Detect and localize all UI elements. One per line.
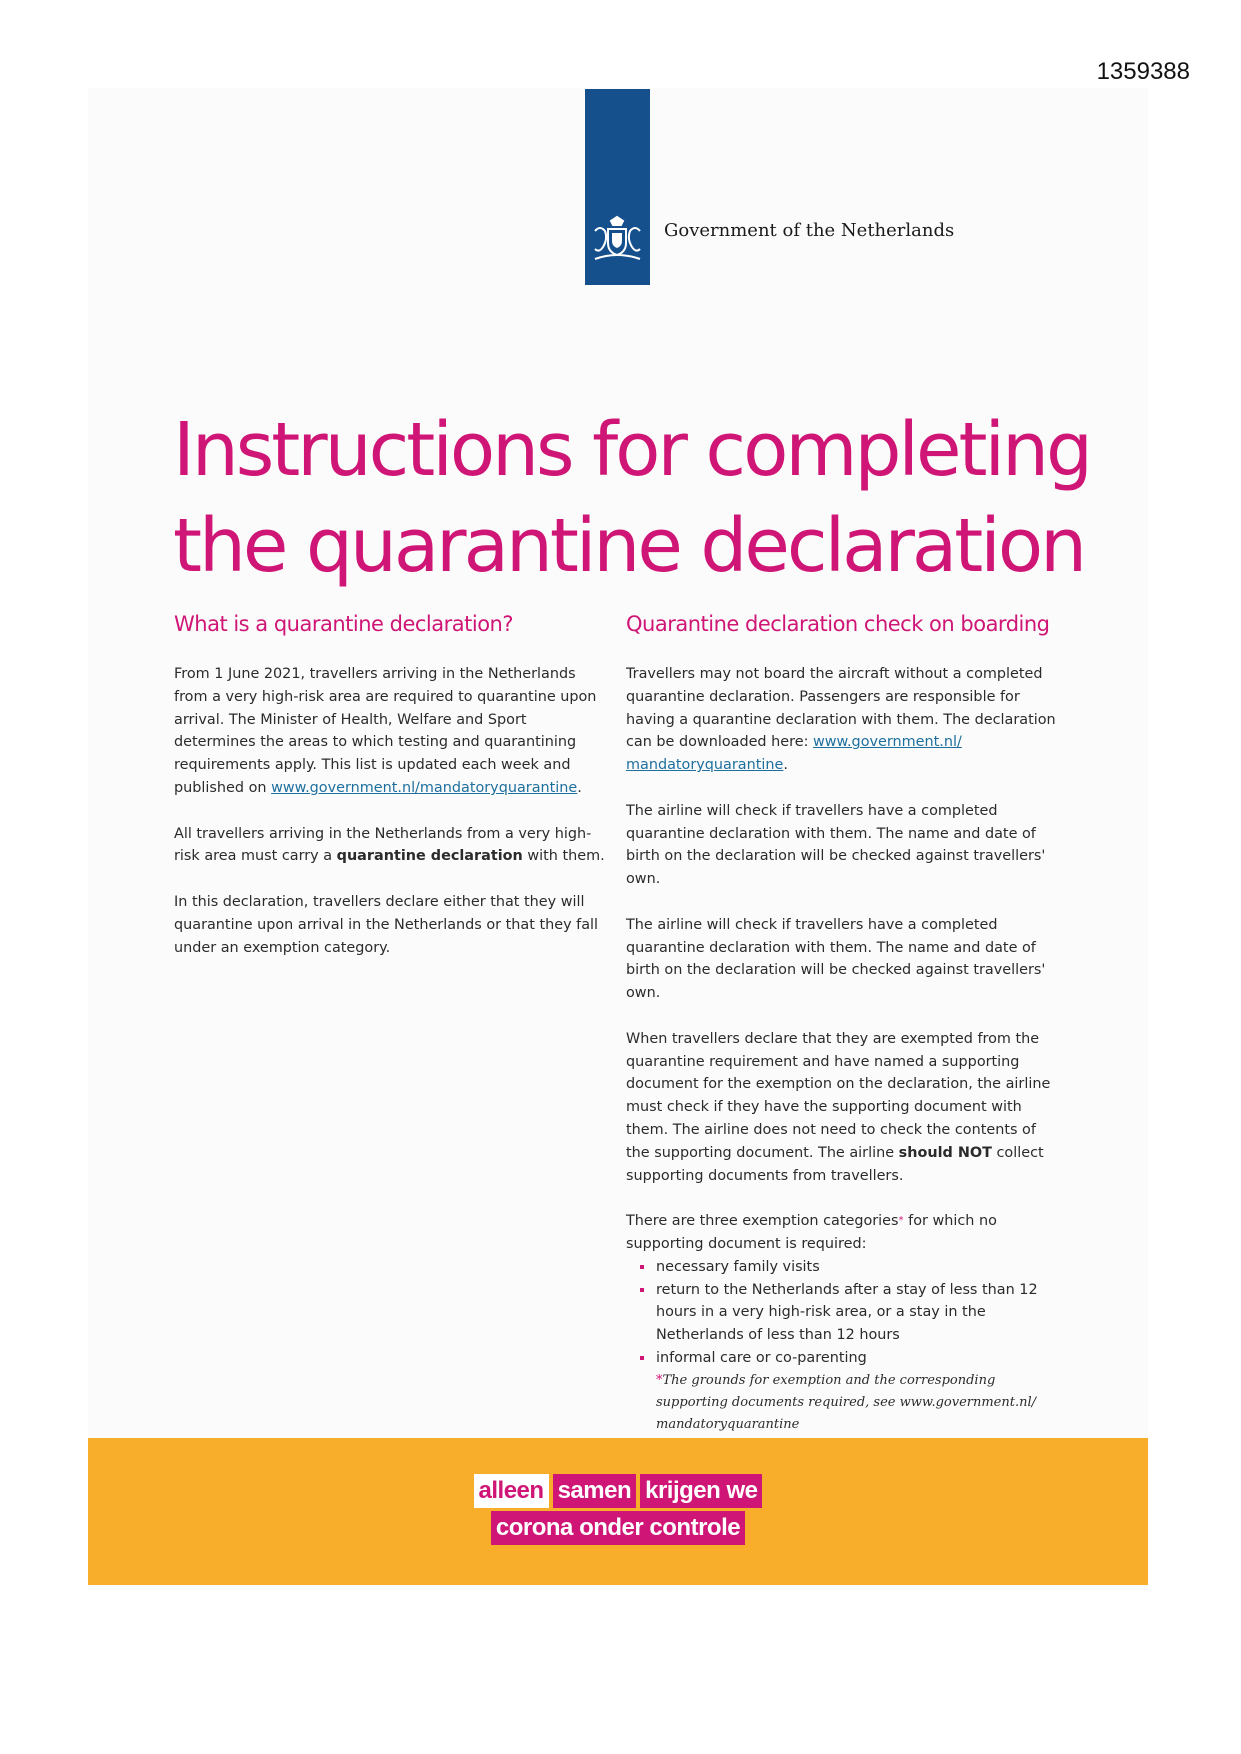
exemption-intro-text-b: for which no supporting document is required: xyxy=(626,1213,997,1252)
right-paragraph-1: Travellers may not board the aircraft without a completed quarantine declaration. Passengers are responsible for having a quarantine declaration with them. The declaration can be downloaded here: www.government.nl/ mandatoryquarantine. xyxy=(626,666,1056,774)
government-logo xyxy=(585,89,650,285)
document-id: 1359388 xyxy=(1096,58,1190,85)
quarantine-declaration-emphasis: quarantine declaration xyxy=(336,848,523,865)
left-column xyxy=(174,663,610,982)
right-paragraph-3: The airline will check if travellers have a completed quarantine declaration with them. The name and date of birth on the declaration will be checked against travellers' own. xyxy=(626,916,1046,1002)
right-column xyxy=(626,663,1062,1436)
left-paragraph-2-text-b: with them. xyxy=(527,848,605,865)
download-declaration-link[interactable]: www.government.nl/ mandatoryquarantine xyxy=(626,734,962,774)
list-item: necessary family visits xyxy=(656,1256,1062,1279)
exemption-list xyxy=(626,1256,1062,1370)
slogan-word-alleen: alleen xyxy=(474,1474,549,1508)
slogan-corona-onder-controle: corona onder controle xyxy=(491,1511,745,1545)
footnote-star: * xyxy=(656,1372,663,1388)
slogan-word-samen: samen xyxy=(553,1474,637,1508)
list-item: informal care or co-parenting xyxy=(656,1347,1062,1370)
page-title xyxy=(173,402,1133,594)
right-paragraph-4-text-b: collect supporting documents from travellers. xyxy=(626,1144,1044,1184)
left-paragraph-1-text: From 1 June 2021, travellers arriving in the Netherlands from a very high-risk area are required to quarantine upon arrival. The Minister of Health, Welfare and Sport determines the areas to which testing and quarantining requirements apply. This list is updated each week and published on xyxy=(174,666,597,796)
exemption-intro xyxy=(626,1210,1062,1256)
campaign-banner xyxy=(88,1438,1148,1585)
slogan-line-1 xyxy=(88,1474,1148,1508)
left-paragraph-2-text-a: All travellers arriving in the Netherlands from a very high-risk area must carry a xyxy=(174,825,592,865)
footnote-text: The grounds for exemption and the corresponding supporting documents required, see www.government.nl/ mandatoryquarantine xyxy=(656,1372,1037,1432)
right-paragraph-4-text-a: When travellers declare that they are exempted from the quarantine requirement and have named a supporting document for the exemption on the declaration, the airline must check if they have the supporting document with them. The airline does not need to check the contents of the supporting document. The airline xyxy=(626,1030,1051,1161)
list-item: return to the Netherlands after a stay of less than 12 hours in a very high-risk area, or a stay in the Netherlands of less than 12 hours xyxy=(656,1279,1062,1347)
footnote-marker: * xyxy=(898,1215,904,1227)
should-not-emphasis: should NOT xyxy=(898,1144,992,1161)
right-paragraph-1-text: Travellers may not board the aircraft without a completed quarantine declaration. Passengers are responsible for having a quarantine declaration with them. The declaration can be downloaded here: xyxy=(626,666,1056,751)
left-section-heading: What is a quarantine declaration? xyxy=(174,612,514,636)
royal-crest-icon xyxy=(589,215,646,267)
left-paragraph-3: In this declaration, travellers declare either that they will quarantine upon arrival in the Netherlands or that they fall under an exemption category. xyxy=(174,893,599,956)
left-paragraph-2 xyxy=(174,823,610,869)
footnote xyxy=(626,1370,1062,1436)
left-paragraph-1: From 1 June 2021, travellers arriving in the Netherlands from a very high-risk area are required to quarantine upon arrival. The Minister of Health, Welfare and Sport determines the areas to which testing and quarantining requirements apply. This list is updated each week and published on www.government.nl/mandatoryquarantine. xyxy=(174,666,597,796)
right-paragraph-4 xyxy=(626,1028,1062,1188)
organisation-name: Government of the Netherlands xyxy=(664,220,955,241)
slogan-word-krijgen-we: krijgen we xyxy=(640,1474,762,1508)
title-line-2: the quarantine declaration xyxy=(173,503,1084,589)
exemption-intro-text-a: There are three exemption categories xyxy=(626,1213,899,1230)
title-line-1: Instructions for completing xyxy=(173,407,1090,493)
right-paragraph-2: The airline will check if travellers have a completed quarantine declaration with them. The name and date of birth on the declaration will be checked against travellers' own. xyxy=(626,802,1046,888)
slogan-line-2 xyxy=(88,1511,1148,1545)
mandatory-quarantine-link[interactable]: www.government.nl/mandatoryquarantine xyxy=(271,779,578,796)
right-section-heading: Quarantine declaration check on boarding xyxy=(626,612,1050,636)
